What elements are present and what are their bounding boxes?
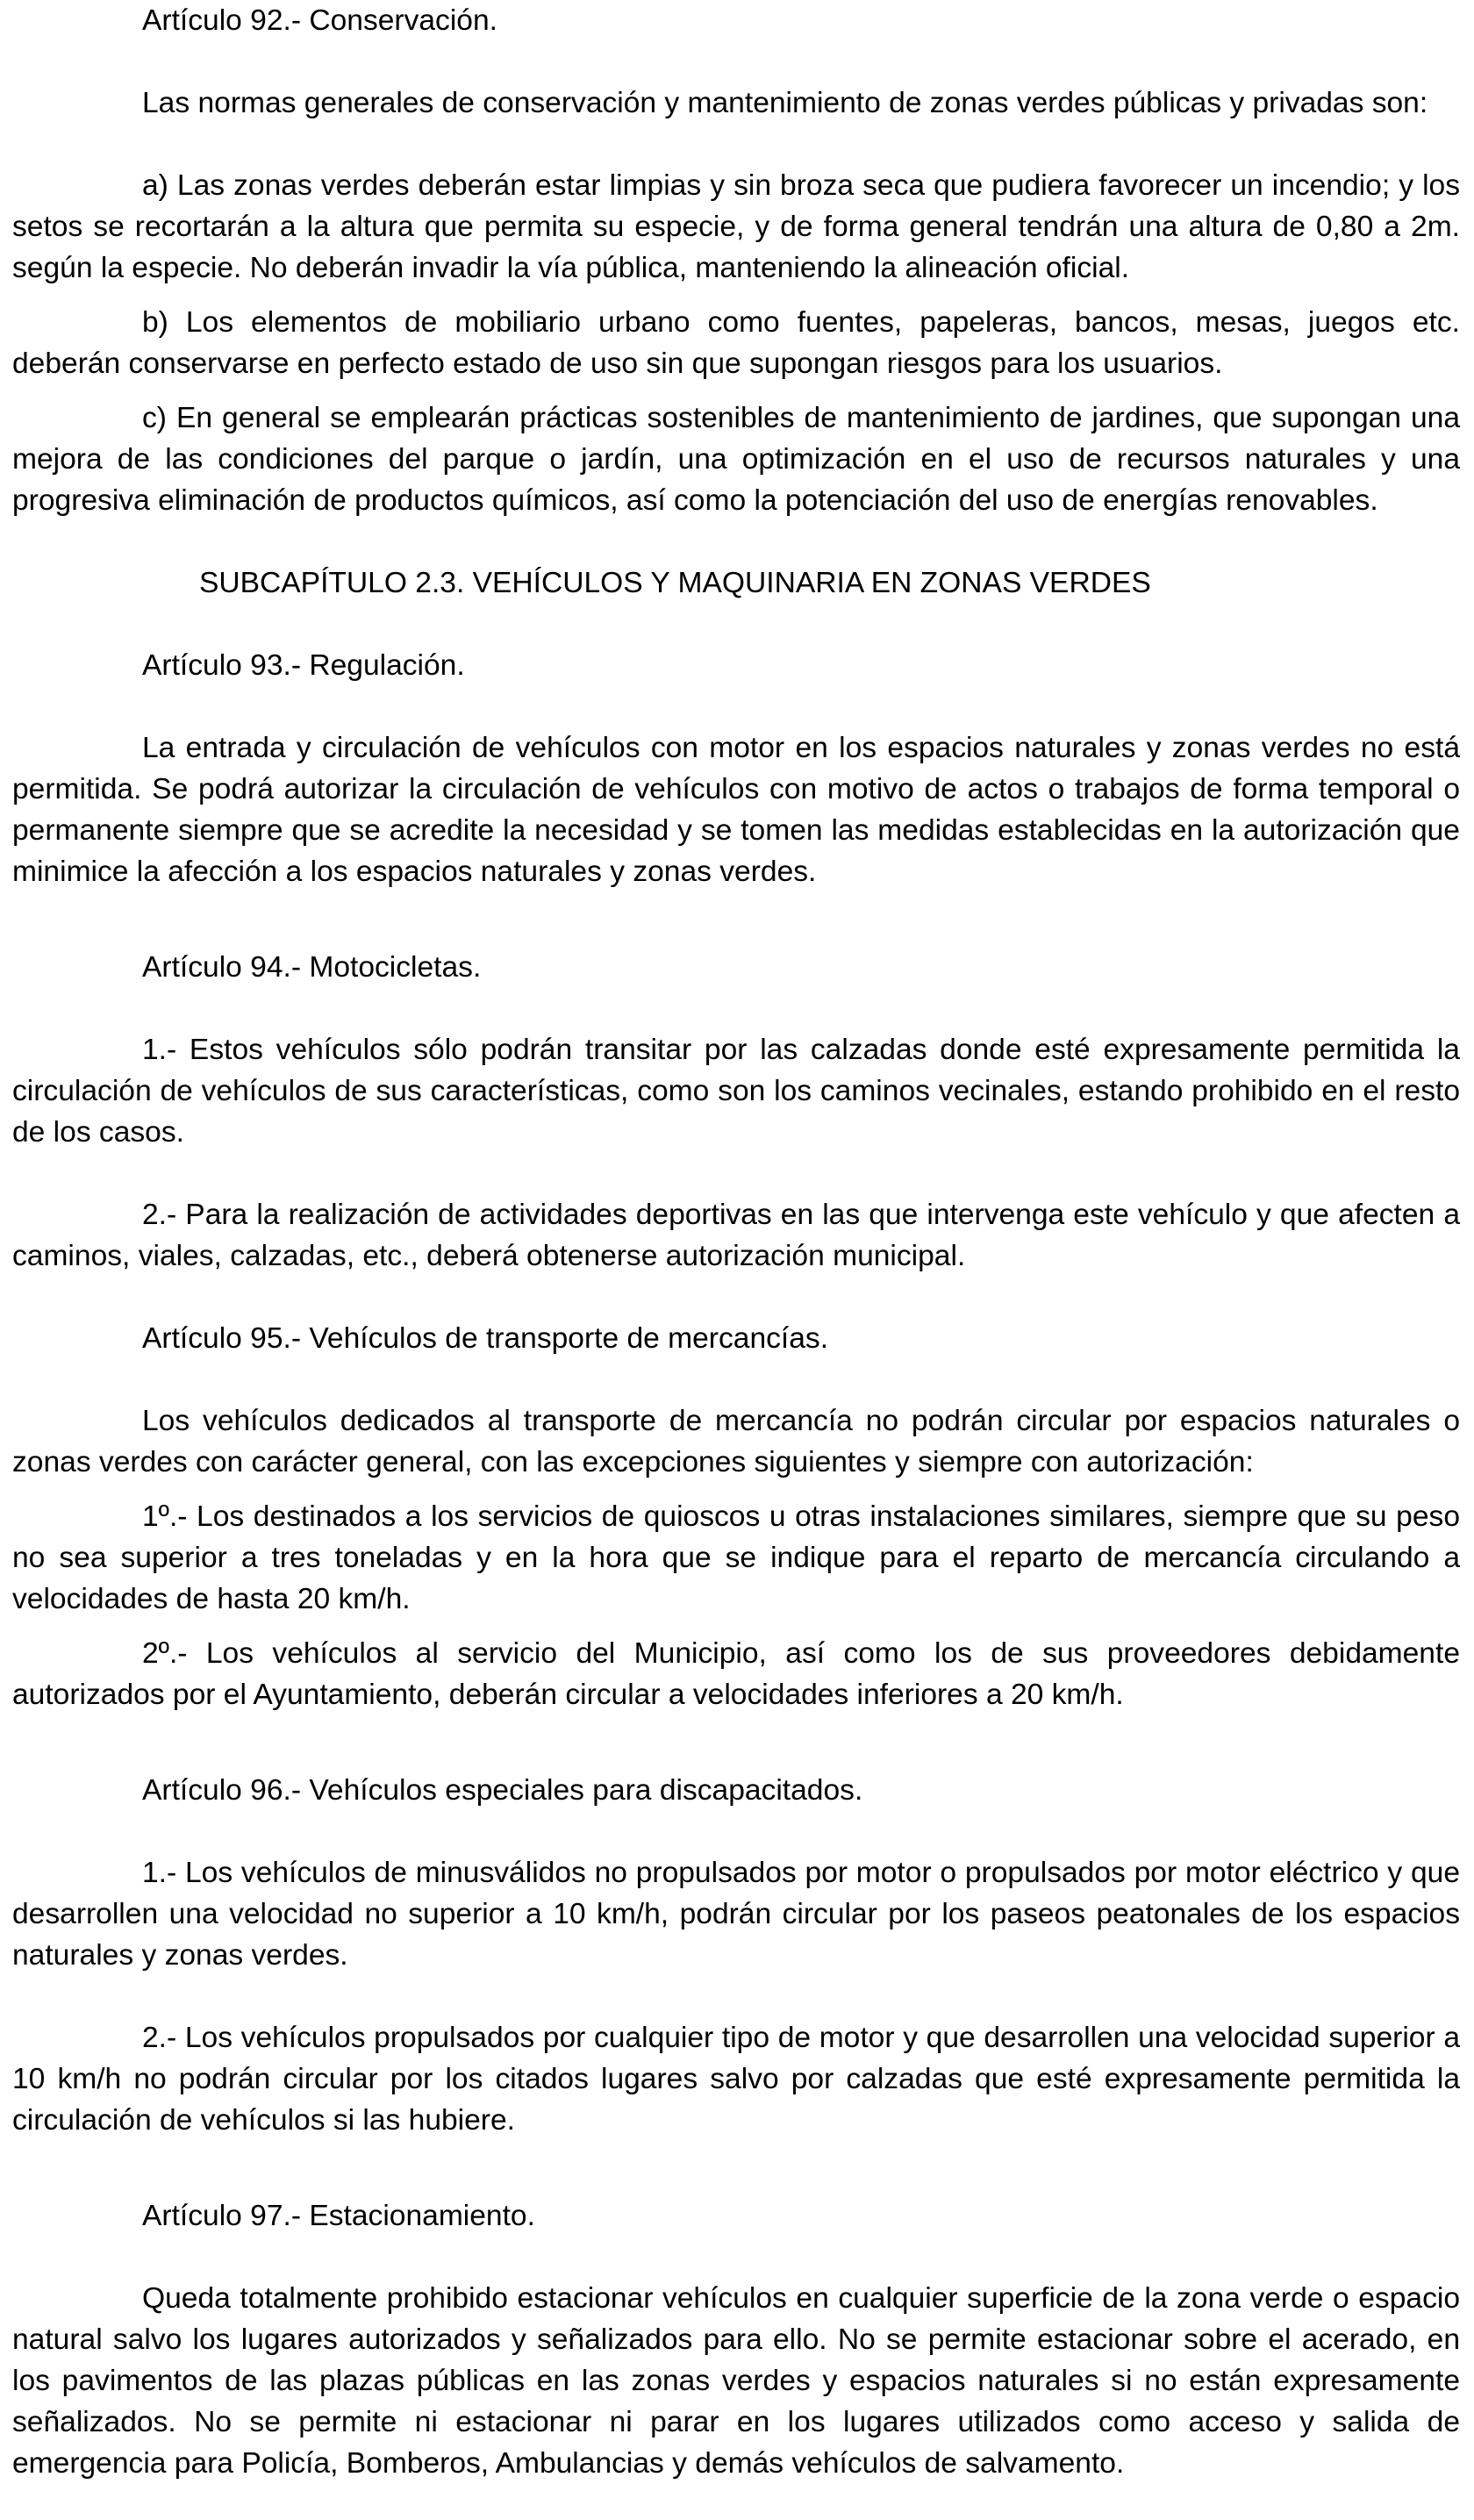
subchapter-heading: SUBCAPÍTULO 2.3. VEHÍCULOS Y MAQUINARIA EN ZONAS VERDES — [199, 567, 1151, 599]
article-95-paragraph-1: 1º.- Los destinados a los servicios de quioscos u otras instalaciones similares, siempre que su peso no sea superior a tres toneladas y en la hora que se indique para el reparto de mercancía circulando a velocidades de hasta 20 km/h. — [12, 1500, 1460, 1615]
document-page — [12, 0, 1460, 2484]
article-96-paragraph-2: 2.- Los vehículos propulsados por cualquier tipo de motor y que desarrollen una velocidad superior a 10 km/h no podrán circular por los citados lugares salvo por calzadas que esté expresamente permitida la circulación de vehículos si las hubiere. — [12, 2022, 1460, 2137]
article-92-intro: Las normas generales de conservación y mantenimiento de zonas verdes públicas y privadas son: — [142, 87, 1428, 119]
article-92-title: Artículo 92.- Conservación. — [142, 4, 497, 37]
article-95-intro: Los vehículos dedicados al transporte de mercancía no podrán circular por espacios naturales o zonas verdes con carácter general, con las excepciones siguientes y siempre con autorización: — [12, 1405, 1460, 1478]
article-96-title: Artículo 96.- Vehículos especiales para discapacitados. — [142, 1774, 863, 1807]
article-94-paragraph-1: 1.- Estos vehículos sólo podrán transitar por las calzadas donde esté expresamente permitida la circulación de vehículos de sus características, como son los caminos vecinales, estando prohibido en el resto de los casos. — [12, 1034, 1460, 1149]
article-92-item-a: a) Las zonas verdes deberán estar limpias y sin broza seca que pudiera favorecer un incendio; y los setos se recortarán a la altura que permita su especie, y de forma general tendrán una altura de 0,80 a 2m. según la especie. No deberán invadir la vía pública, manteniendo la alineación oficial. — [12, 169, 1460, 284]
article-95-paragraph-2: 2º.- Los vehículos al servicio del Municipio, así como los de sus proveedores debidamente autorizados por el Ayuntamiento, deberán circular a velocidades inferiores a 20 km/h. — [12, 1637, 1460, 1711]
article-95-title: Artículo 95.- Vehículos de transporte de mercancías. — [142, 1322, 829, 1355]
article-97-paragraph: Queda totalmente prohibido estacionar vehículos en cualquier superficie de la zona verde o espacio natural salvo los lugares autorizados y señalizados para ello. No se permite estacionar sobre el acerado, en los pavimentos de las plazas públicas en las zonas verdes y espacios naturales si no están expresamente señalizados. No se permite ni estacionar ni parar en los lugares utilizados como acceso y salida de emergencia para Policía, Bomberos, Ambulancias y demás vehículos de salvamento. — [12, 2282, 1460, 2480]
article-92-item-b: b) Los elementos de mobiliario urbano como fuentes, papeleras, bancos, mesas, juegos etc. deberán conservarse en perfecto estado de uso sin que supongan riesgos para los usuarios. — [12, 306, 1460, 380]
article-97-title: Artículo 97.- Estacionamiento. — [142, 2200, 535, 2232]
article-93-title: Artículo 93.- Regulación. — [142, 649, 465, 682]
article-93-paragraph: La entrada y circulación de vehículos con motor en los espacios naturales y zonas verdes no está permitida. Se podrá autorizar la circulación de vehículos con motivo de actos o trabajos de forma temporal o permanente siempre que se acredite la necesidad y se tomen las medidas establecidas en la autorización que minimice la afección a los espacios naturales y zonas verdes. — [12, 732, 1460, 888]
article-94-paragraph-2: 2.- Para la realización de actividades deportivas en las que intervenga este vehículo y que afecten a caminos, viales, calzadas, etc., deberá obtenerse autorización municipal. — [12, 1199, 1460, 1272]
article-92-item-c: c) En general se emplearán prácticas sostenibles de mantenimiento de jardines, que supongan una mejora de las condiciones del parque o jardín, una optimización en el uso de recursos naturales y una progresiva eliminación de productos químicos, así como la potenciación del uso de energías renovables. — [12, 402, 1460, 517]
article-96-paragraph-1: 1.- Los vehículos de minusválidos no propulsados por motor o propulsados por motor eléctrico y que desarrollen una velocidad no superior a 10 km/h, podrán circular por los paseos peatonales de los espacios naturales y zonas verdes. — [12, 1857, 1460, 1972]
article-94-title: Artículo 94.- Motocicletas. — [142, 951, 482, 984]
